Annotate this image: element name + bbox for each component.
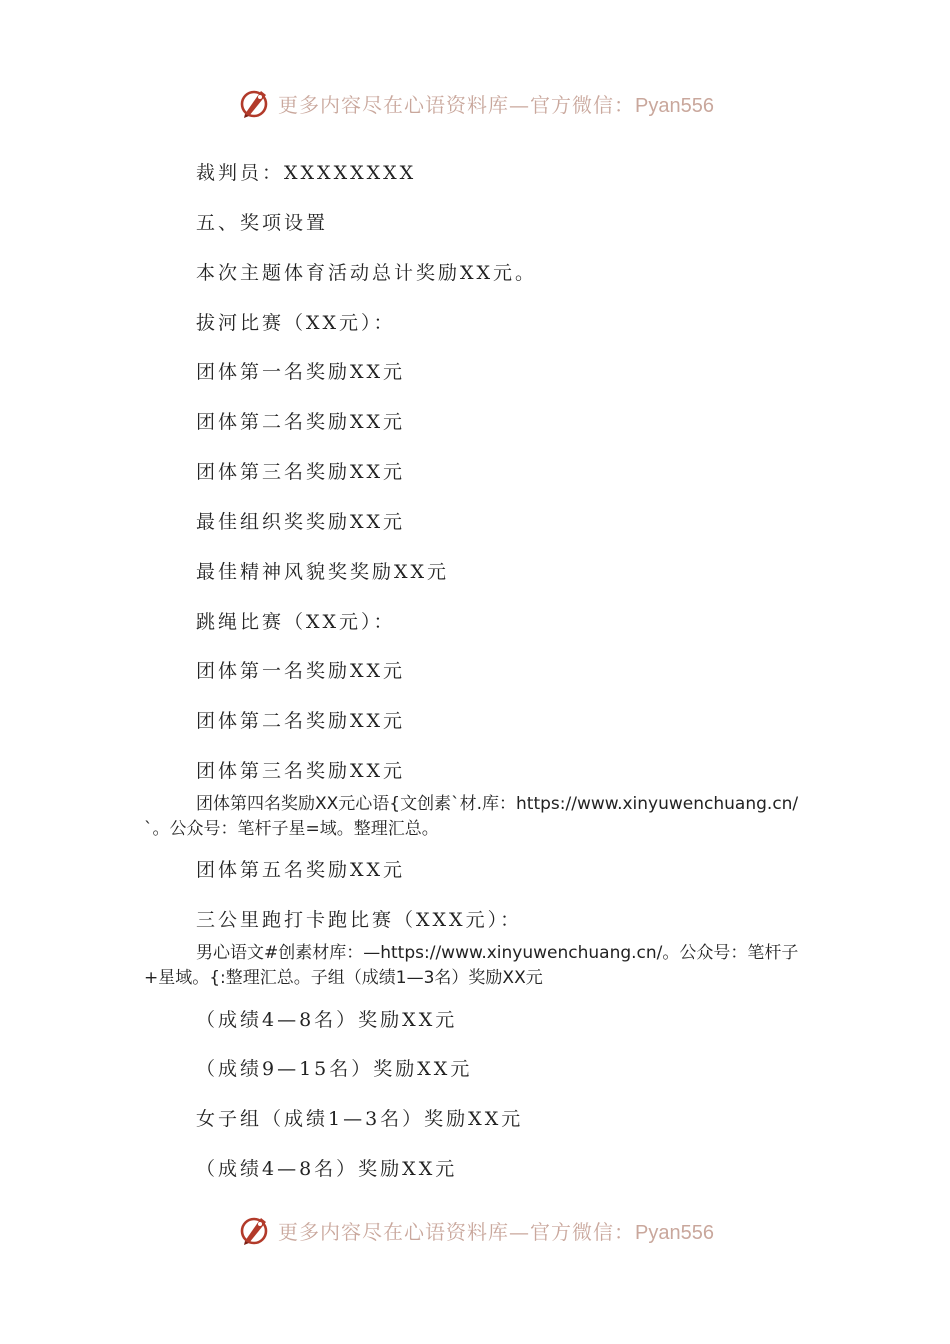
banner-text bbox=[278, 89, 714, 118]
pen-nib-logo-icon bbox=[236, 1212, 272, 1248]
award-line: （成绩9—15名）奖励XX元 bbox=[196, 1058, 473, 1080]
section-heading-awards: 五、奖项设置 bbox=[196, 212, 329, 234]
watermark-paragraph-2: 男心语文#创素材库：—https://www.xinyuwenchuang.cn/。公众号：笔杆子+星域。{:整理汇总。子组（成绩1—3名）奖励XX元 bbox=[144, 943, 799, 988]
award-line: 团体第三名奖励XX元 bbox=[196, 461, 406, 483]
pen-nib-logo-icon bbox=[236, 85, 272, 121]
watermark-paragraph-1: 团体第四名奖励XX元心语{文创素`材.库：https://www.xinyuwenchuang.cn/`。公众号：笔杆子星=域。整理汇总。 bbox=[144, 794, 799, 839]
banner-slogan: 更多内容尽在心语资料库—官方微信： bbox=[278, 92, 636, 117]
banner-text bbox=[278, 1216, 714, 1245]
award-line: 最佳精神风貌奖奖励XX元 bbox=[196, 561, 450, 583]
banner-wechat-id: Pyan556 bbox=[635, 94, 714, 117]
award-line: 团体第一名奖励XX元 bbox=[196, 361, 406, 383]
award-line: 团体第五名奖励XX元 bbox=[196, 859, 406, 881]
header-banner bbox=[0, 83, 950, 123]
award-line: 团体第三名奖励XX元 bbox=[196, 760, 406, 782]
award-line: （成绩4—8名）奖励XX元 bbox=[196, 1009, 458, 1031]
banner-wechat-id: Pyan556 bbox=[635, 1221, 714, 1244]
banner-slogan: 更多内容尽在心语资料库—官方微信： bbox=[278, 1219, 636, 1244]
footer-banner bbox=[0, 1210, 950, 1250]
award-line: 女子组（成绩1—3名）奖励XX元 bbox=[196, 1108, 524, 1130]
tug-of-war-heading: 拔河比赛（XX元）： bbox=[196, 312, 396, 334]
total-award-line: 本次主题体育活动总计奖励XX元。 bbox=[196, 262, 538, 284]
jump-rope-heading: 跳绳比赛（XX元）： bbox=[196, 611, 396, 633]
referee-line: 裁判员：XXXXXXXX bbox=[196, 162, 417, 184]
award-line: 团体第二名奖励XX元 bbox=[196, 710, 406, 732]
award-line: 团体第一名奖励XX元 bbox=[196, 660, 406, 682]
running-heading: 三公里跑打卡跑比赛（XXX元）： bbox=[196, 909, 523, 931]
award-line: 最佳组织奖奖励XX元 bbox=[196, 511, 406, 533]
award-line: 团体第二名奖励XX元 bbox=[196, 411, 406, 433]
award-line: （成绩4—8名）奖励XX元 bbox=[196, 1158, 458, 1180]
